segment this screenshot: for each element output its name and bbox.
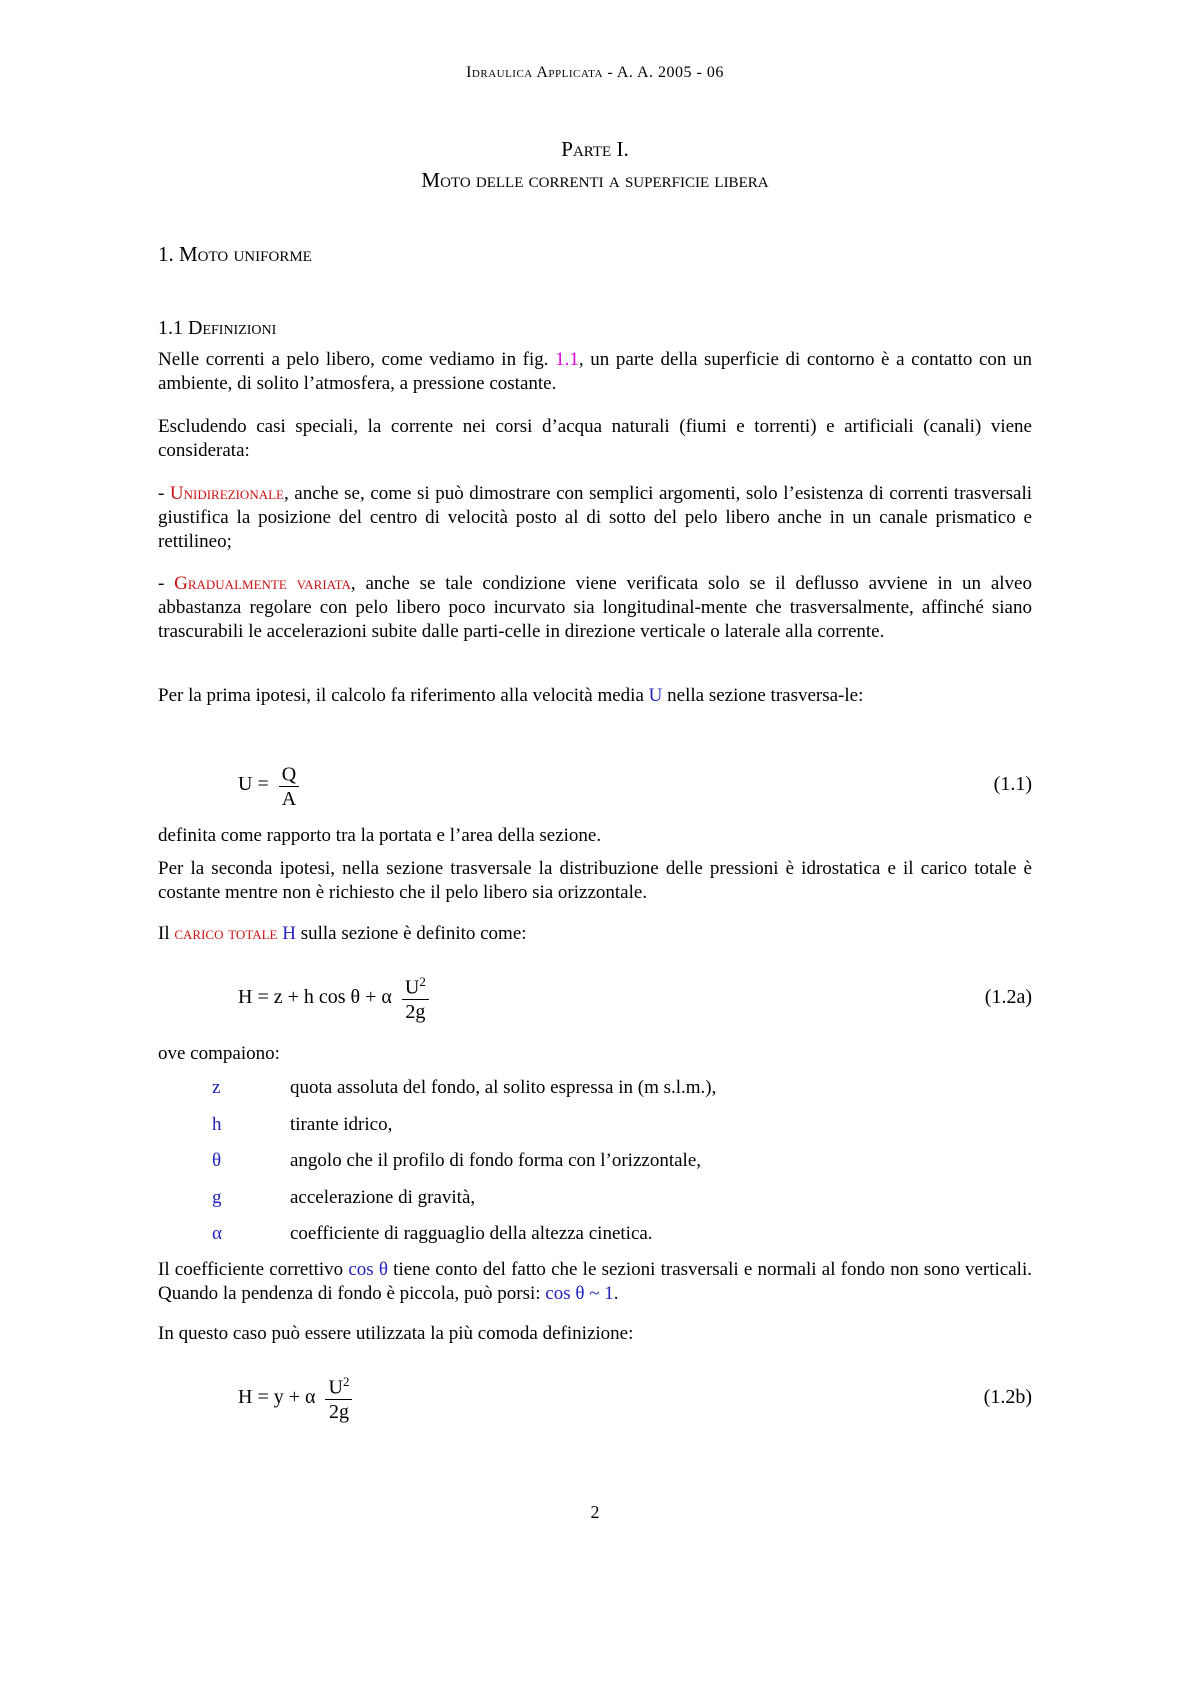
text-segment: - <box>158 483 170 504</box>
paragraph-seconda-ipotesi: Per la seconda ipotesi, nella sezione trasversale la distribuzione delle pressioni è idrostatica e il carico totale è costante mentre non è richiesto che il pelo libero sia orizzontale. <box>158 858 1032 903</box>
bullet-unidirezionale <box>158 482 1032 554</box>
numerator-base: U <box>328 1376 343 1399</box>
equation-number: (1.2a) <box>984 985 1032 1008</box>
definition-row-z <box>212 1076 716 1100</box>
section-heading-moto-uniforme: 1. Moto uniforme <box>158 242 312 266</box>
term-unidirezionale: Unidirezionale <box>169 483 284 504</box>
numerator-exponent: 2 <box>419 973 426 989</box>
text-segment: - <box>158 573 175 594</box>
paragraph-definita: definita come rapporto tra la portata e l’area della sezione. <box>158 825 602 846</box>
definition-row-g <box>212 1186 475 1210</box>
part-subtitle: Moto delle correnti a superficie libera <box>421 168 769 192</box>
expression-cos-theta: cos θ <box>348 1259 388 1280</box>
fraction-numerator <box>402 971 429 999</box>
definition-symbol: θ <box>212 1150 222 1171</box>
definition-text: angolo che il profilo di fondo forma con l’orizzontale, <box>290 1150 702 1171</box>
text-segment: . <box>613 1283 619 1304</box>
text-segment: nella sezione trasversa-le: <box>662 685 864 706</box>
text-segment: Nelle correnti a pelo libero, come vediamo in fig. <box>158 349 556 370</box>
paragraph-coefficiente-correttivo <box>158 1258 1032 1306</box>
fraction-numerator <box>279 758 299 786</box>
definition-symbol: g <box>212 1187 222 1208</box>
fraction-bar <box>325 1399 352 1400</box>
symbol-H: H <box>282 923 296 944</box>
definition-text: accelerazione di gravità, <box>290 1187 476 1208</box>
equation-number: (1.1) <box>993 772 1032 795</box>
text-segment: , un parte della superficie di contorno è a contatto con un ambiente, di solito l’atmosfera, a pressione costante. <box>158 349 1033 394</box>
equation-lhs: H = y + α <box>238 1385 316 1408</box>
paragraph-carico-totale <box>158 922 1032 946</box>
equation-lhs: U = <box>238 772 269 795</box>
equation-1-2b-body <box>238 1371 354 1424</box>
subsection-heading-definizioni: 1.1 Definizioni <box>158 317 277 339</box>
fraction-bar <box>402 999 429 1000</box>
definition-symbol: α <box>212 1223 222 1244</box>
term-gradualmente-variata: Gradualmente variata <box>174 573 351 594</box>
equation-1-2a-body <box>238 971 431 1024</box>
text-segment: tiene conto del fatto che le sezioni trasversali e normali al fondo non sono verticali. Quando la pendenza di fondo è piccola, può porsi: <box>158 1259 1032 1304</box>
bullet-gradualmente-variata <box>158 572 1032 644</box>
definition-row-theta <box>212 1149 701 1173</box>
paragraph-escludendo: Escludendo casi speciali, la corrente nei corsi d’acqua naturali (fiumi e torrenti) e artificiali (canali) viene considerata: <box>158 416 1032 461</box>
definition-text: coefficiente di ragguaglio della altezza cinetica. <box>290 1223 653 1244</box>
definition-row-alpha <box>212 1222 653 1246</box>
page-number: 2 <box>590 1502 600 1522</box>
numerator-base: Q <box>281 763 297 786</box>
running-header: Idraulica Applicata - A. A. 2005 - 06 <box>466 64 724 81</box>
equation-lhs: H = z + h cos θ + α <box>238 985 392 1008</box>
text-segment: Il <box>158 923 175 944</box>
equation-1-1-body <box>238 758 301 811</box>
part-title: Parte I. <box>561 137 629 161</box>
equation-number: (1.2b) <box>983 1385 1032 1408</box>
fraction <box>323 1371 354 1424</box>
equation-1-2b <box>158 1362 1032 1432</box>
fraction-denominator: 2g <box>328 1401 349 1424</box>
text-segment: Il coefficiente correttivo <box>158 1259 349 1280</box>
definition-text: tirante idrico, <box>290 1114 393 1135</box>
numerator-base: U <box>404 976 420 999</box>
text-segment: Per la prima ipotesi, il calcolo fa riferimento alla velocità media <box>158 685 649 706</box>
term-carico-totale: carico totale <box>174 923 278 944</box>
fraction-denominator: A <box>281 788 297 811</box>
fraction <box>277 758 301 811</box>
fraction-bar <box>279 786 299 787</box>
paragraph-intro <box>158 348 1032 396</box>
expression-cos-theta-approx-1: cos θ ~ 1 <box>545 1283 614 1304</box>
definition-text: quota assoluta del fondo, al solito espressa in (m s.l.m.), <box>290 1077 717 1098</box>
paragraph-in-questo-caso: In questo caso può essere utilizzata la più comoda definizione: <box>158 1323 634 1344</box>
text-segment: , anche se tale condizione viene verificata solo se il deflusso avviene in un alveo abbastanza regolare con pelo libero poco incurvato sia longitudinal-mente che trasversalmente, affinché siano trascurabili le accelerazioni subite dalle parti-celle in direzione verticale o laterale alla corrente. <box>158 573 1032 642</box>
text-segment: sulla sezione è definito come: <box>295 923 527 944</box>
text-segment: , anche se, come si può dimostrare con semplici argomenti, solo l’esistenza di correnti trasversali giustifica la posizione del centro di velocità posto al di sotto del pelo libero anche in un canale prismatico e rettilineo; <box>158 483 1033 552</box>
fraction <box>400 971 431 1024</box>
definition-symbol: z <box>212 1077 221 1098</box>
paragraph-ove-compaiono: ove compaiono: <box>158 1043 280 1064</box>
equation-1-1 <box>158 752 1032 816</box>
fraction-numerator <box>325 1371 352 1399</box>
fig-reference-link[interactable]: 1.1 <box>555 349 579 370</box>
symbol-U: U <box>648 685 663 706</box>
equation-1-2a <box>158 962 1032 1032</box>
definition-row-h <box>212 1113 392 1137</box>
fraction-denominator: 2g <box>405 1001 426 1024</box>
page-content <box>158 0 1032 1684</box>
paragraph-prima-ipotesi <box>158 684 1032 708</box>
definition-symbol: h <box>212 1114 222 1135</box>
numerator-exponent: 2 <box>342 1373 350 1389</box>
